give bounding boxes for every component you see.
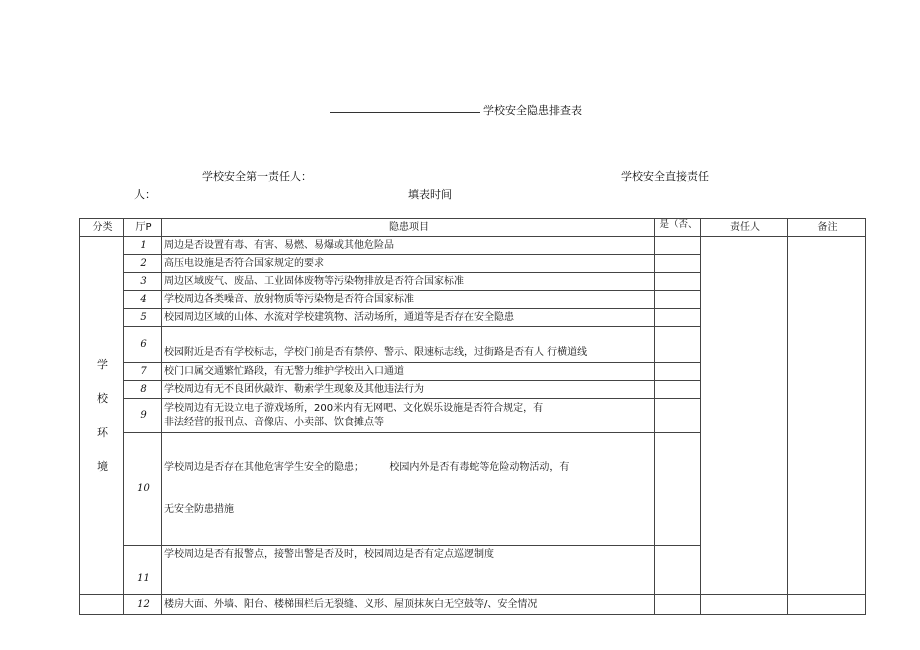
person-label: 人： <box>134 188 156 201</box>
yes-no-cell[interactable] <box>655 255 701 273</box>
header-yes-no: 是（否、 <box>655 219 701 237</box>
row-item: 周边是否设置有毒、有害、易燃、易爆或其他危险品 <box>162 237 655 255</box>
yes-no-cell[interactable] <box>655 381 701 399</box>
yes-no-cell[interactable] <box>655 546 701 595</box>
yes-no-cell[interactable] <box>655 433 701 546</box>
yes-no-cell[interactable] <box>655 273 701 291</box>
row-item: 学校周边是否有报警点，接警出警是否及时，校园周边是否有定点巡逻制度 <box>162 546 655 595</box>
header-item: 隐患项目 <box>162 219 655 237</box>
row-number: 2 <box>124 255 162 273</box>
header-number: 厅P <box>124 219 162 237</box>
page-title: 学校安全隐患排查表 <box>483 104 582 117</box>
header-remarks: 备注 <box>788 219 866 237</box>
yes-no-cell[interactable] <box>655 237 701 255</box>
hazard-table <box>79 218 866 615</box>
row-item-line: 无安全防患措施 <box>164 504 234 515</box>
title-blank-line <box>330 112 480 113</box>
category-char: 学 <box>97 357 108 371</box>
yes-no-cell[interactable] <box>655 291 701 309</box>
row-item: 校门口属交通繁忙路段，有无警力维护学校出入口通道 <box>162 363 655 381</box>
category-cell <box>80 237 124 595</box>
row-item-line: 学校周边有无设立电子游戏场所，200米内有无网吧、文化娱乐设施是否符合规定，有 <box>164 402 544 414</box>
table-row <box>80 237 866 255</box>
row-item: 高压电设施是否符合国家规定的要求 <box>162 255 655 273</box>
row-item: 校园周边区域的山体、水流对学校建筑物、活动场所，通道等是否存在安全隐患 <box>162 309 655 327</box>
row-number: 4 <box>124 291 162 309</box>
row-item-line: 学校周边是否存在其他危害学生安全的隐患； 校园内外是否有毒蛇等危险动物活动，有 <box>164 462 570 473</box>
row-item: 周边区域废气、废品、工业固体废物等污染物排放是否符合国家标准 <box>162 273 655 291</box>
category-cell-empty <box>80 595 124 615</box>
category-char: 校 <box>97 391 108 405</box>
remarks-cell[interactable] <box>788 237 866 595</box>
row-number: 5 <box>124 309 162 327</box>
row-number: 11 <box>124 546 162 595</box>
row-number: 7 <box>124 363 162 381</box>
row-number: 9 <box>124 399 162 433</box>
row-item <box>162 433 655 546</box>
row-item: 楼房大面、外墙、阳台、楼梯围栏后无裂缝、义形、屋顶抹灰白无空鼓等/、安全情况 <box>162 595 655 615</box>
category-char: 环 <box>97 425 108 439</box>
yes-no-cell[interactable] <box>655 363 701 381</box>
header-category: 分类 <box>80 219 124 237</box>
row-number: 10 <box>124 433 162 546</box>
category-char: 境 <box>97 459 108 473</box>
row-number: 1 <box>124 237 162 255</box>
row-item <box>162 399 655 433</box>
fill-time-label: 填表时间 <box>408 188 452 201</box>
table-header-row <box>80 219 866 237</box>
yes-no-cell[interactable] <box>655 399 701 433</box>
row-number: 6 <box>124 327 162 363</box>
row-number: 3 <box>124 273 162 291</box>
row-item: 校园附近是否有学校标志，学校门前是否有禁停、警示、限速标志线，过街路是否有人 行横道线 <box>162 327 655 363</box>
responsible-cell[interactable] <box>701 237 788 595</box>
row-item: 学校周边各类噪音、放射物质等污染物是否符合国家标准 <box>162 291 655 309</box>
yes-no-cell[interactable] <box>655 595 701 615</box>
table-row <box>80 595 866 615</box>
first-responsible-label: 学校安全第一责任人： <box>202 170 312 183</box>
row-item-line: 非法经营的报刊点、音像店、小卖部、饮食摊点等 <box>164 416 384 428</box>
remarks-cell[interactable] <box>788 595 866 615</box>
row-number: 8 <box>124 381 162 399</box>
header-responsible: 责任人 <box>701 219 788 237</box>
yes-no-cell[interactable] <box>655 327 701 363</box>
row-number: 12 <box>124 595 162 615</box>
direct-responsible-label: 学校安全直接责任 <box>621 170 709 183</box>
yes-no-cell[interactable] <box>655 309 701 327</box>
row-item: 学校周边有无不良团伙敲诈、勒索学生现象及其他违法行为 <box>162 381 655 399</box>
responsible-cell[interactable] <box>701 595 788 615</box>
